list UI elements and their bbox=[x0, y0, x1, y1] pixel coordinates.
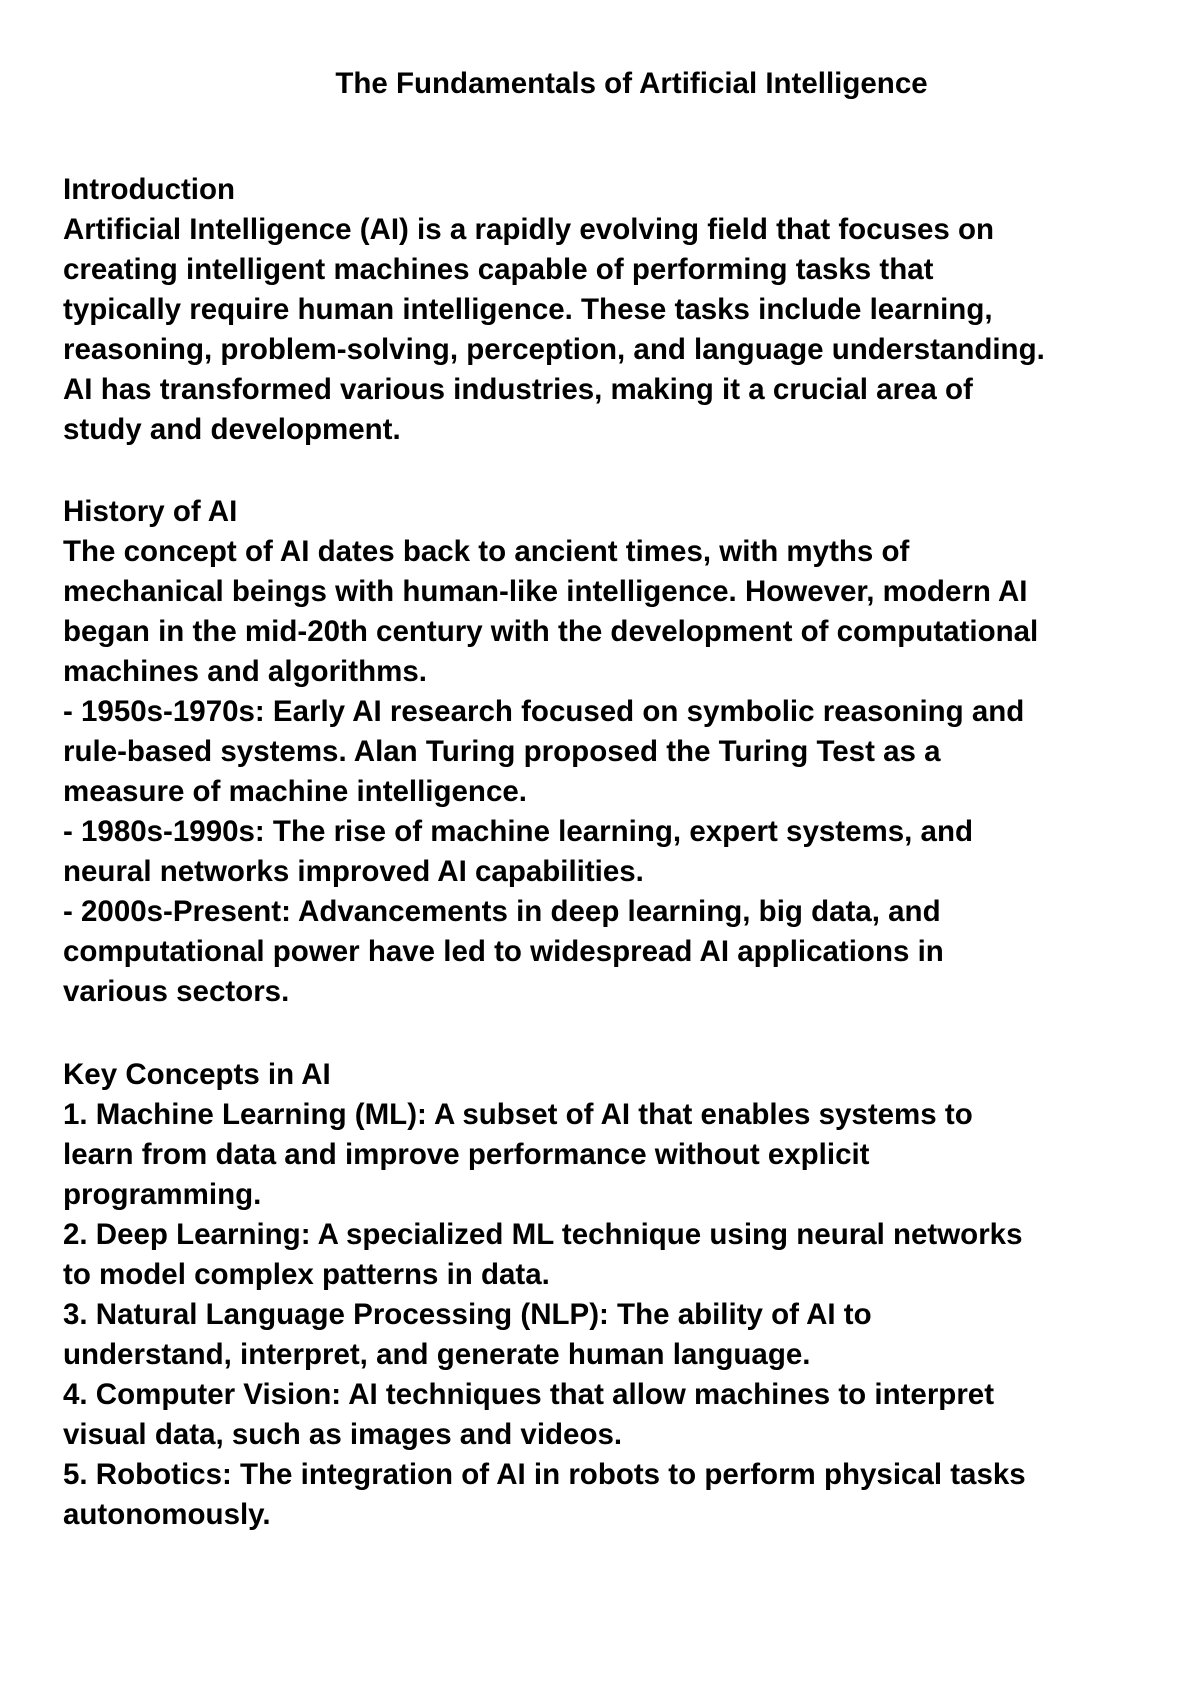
list-item-line: various sectors. bbox=[63, 975, 290, 1008]
list-item-line: rule-based systems. Alan Turing proposed the Turing Test as a bbox=[63, 735, 941, 768]
list-item-line: - 2000s-Present: Advancements in deep learning, big data, and bbox=[63, 895, 941, 928]
paragraph-line: creating intelligent machines capable of performing tasks that bbox=[63, 253, 934, 286]
section-introduction bbox=[63, 170, 1183, 450]
paragraph-line: mechanical beings with human-like intelligence. However, modern AI bbox=[63, 575, 1028, 608]
list-item-line: - 1950s-1970s: Early AI research focused on symbolic reasoning and bbox=[63, 695, 1025, 728]
paragraph-line: machines and algorithms. bbox=[63, 655, 427, 688]
paragraph-line: Artificial Intelligence (AI) is a rapidly evolving field that focuses on bbox=[63, 213, 995, 246]
list-item-line: - 1980s-1990s: The rise of machine learning, expert systems, and bbox=[63, 815, 973, 848]
list-item-line: learn from data and improve performance without explicit bbox=[63, 1138, 870, 1171]
list-item-line: 3. Natural Language Processing (NLP): The ability of AI to bbox=[63, 1298, 872, 1331]
list-item-line: neural networks improved AI capabilities. bbox=[63, 855, 644, 888]
list-item-line: understand, interpret, and generate human language. bbox=[63, 1338, 811, 1371]
document-title: The Fundamentals of Artificial Intelligence bbox=[335, 67, 928, 100]
list-item-line: to model complex patterns in data. bbox=[63, 1258, 550, 1291]
section-history bbox=[63, 492, 1183, 1012]
list-item-line: 1. Machine Learning (ML): A subset of AI that enables systems to bbox=[63, 1098, 973, 1131]
list-item-line: 2. Deep Learning: A specialized ML technique using neural networks bbox=[63, 1218, 1023, 1251]
paragraph-line: began in the mid-20th century with the development of computational bbox=[63, 615, 1039, 648]
list-item-line: measure of machine intelligence. bbox=[63, 775, 527, 808]
list-item-line: computational power have led to widespread AI applications in bbox=[63, 935, 944, 968]
list-item-line: programming. bbox=[63, 1178, 262, 1211]
list-item-line: 4. Computer Vision: AI techniques that allow machines to interpret bbox=[63, 1378, 995, 1411]
paragraph-line: typically require human intelligence. These tasks include learning, bbox=[63, 293, 993, 326]
list-item-line: 5. Robotics: The integration of AI in robots to perform physical tasks bbox=[63, 1458, 1026, 1491]
paragraph-line: reasoning, problem-solving, perception, and language understanding. bbox=[63, 333, 1045, 366]
section-heading: Introduction bbox=[63, 173, 236, 206]
paragraph-line: The concept of AI dates back to ancient times, with myths of bbox=[63, 535, 910, 568]
section-key-concepts bbox=[63, 1055, 1183, 1535]
list-item-line: autonomously. bbox=[63, 1498, 271, 1531]
paragraph-line: study and development. bbox=[63, 413, 401, 446]
list-item-line: visual data, such as images and videos. bbox=[63, 1418, 623, 1451]
section-heading: History of AI bbox=[63, 495, 238, 528]
section-heading: Key Concepts in AI bbox=[63, 1058, 331, 1091]
paragraph-line: AI has transformed various industries, making it a crucial area of bbox=[63, 373, 973, 406]
